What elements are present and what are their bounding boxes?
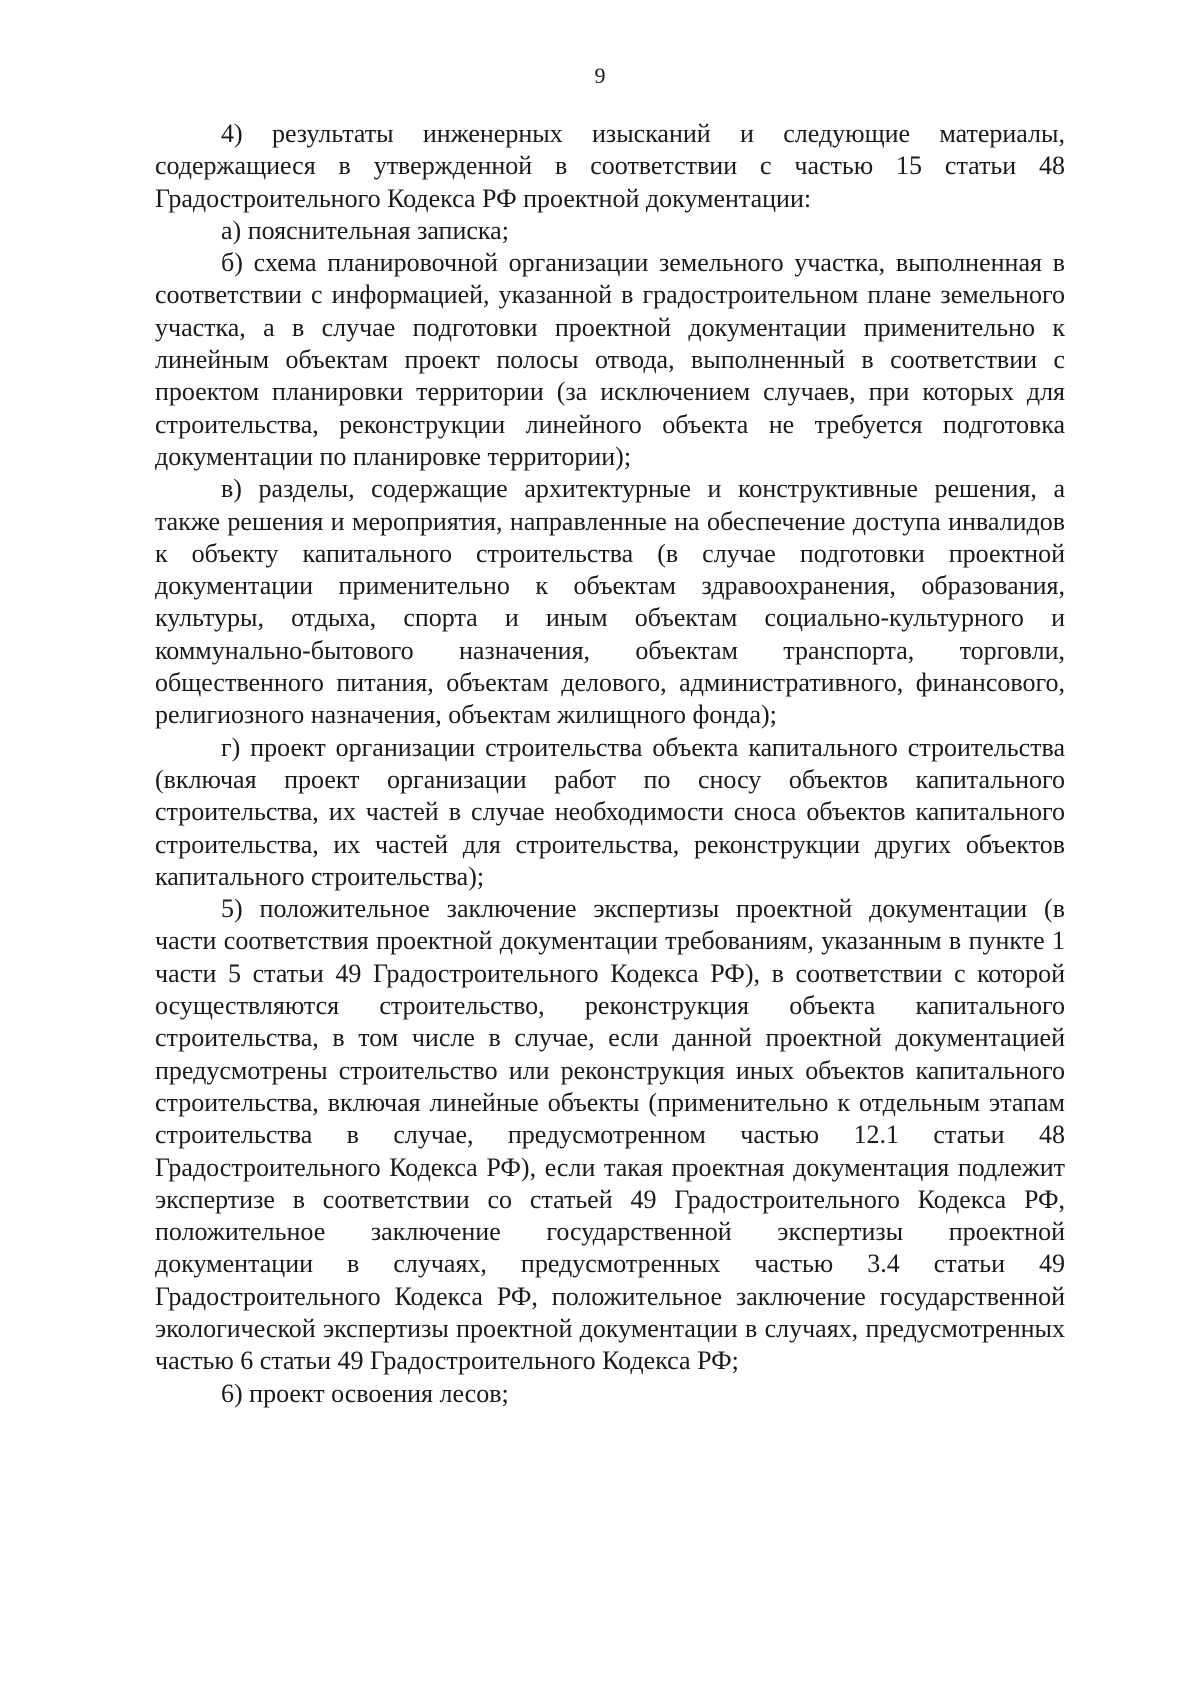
paragraph-subitem-a: а) пояснительная записка; bbox=[221, 215, 509, 245]
page-number: 9 bbox=[594, 63, 606, 88]
paragraph-subitem-g: г) проект организации строительства объекта капитального строительства (включая проект организации работ по сносу объектов капитального строительства, их частей в случае необходимости сноса объектов капитального строительства, их частей для строительства, реконструкции других объектов капитального строительства); bbox=[155, 732, 1065, 891]
document-body bbox=[155, 118, 1065, 1410]
paragraph-item-4: 4) результаты инженерных изысканий и следующие материалы, содержащиеся в утвержденной в соответствии с частью 15 статьи 48 Градостроительного Кодекса РФ проектной документации: bbox=[155, 119, 1065, 213]
paragraph-subitem-b: б) схема планировочной организации земельного участка, выполненная в соответствии с информацией, указанной в градостроительном плане земельного участка, а в случае подготовки проектной документации применительно к линейным объектам проект полосы отвода, выполненный в соответствии с проектом планировки территории (за исключением случаев, при которых для строительства, реконструкции линейного объекта не требуется подготовка документации по планировке территории); bbox=[155, 248, 1065, 471]
paragraph-subitem-v: в) разделы, содержащие архитектурные и конструктивные решения, а также решения и мероприятия, направленные на обеспечение доступа инвалидов к объекту капитального строительства (в случае подготовки проектной документации применительно к объектам здравоохранения, образования, культуры, отдыха, спорта и иным объектам социально-культурного и коммунально-бытового назначения, объектам транспорта, торговли, общественного питания, объектам делового, административного, финансового, религиозного назначения, объектам жилищного фонда); bbox=[155, 474, 1065, 730]
paragraph-item-5: 5) положительное заключение экспертизы проектной документации (в части соответствия проектной документации требованиям, указанным в пункте 1 части 5 статьи 49 Градостроительного Кодекса РФ), в соответствии с которой осуществляются строительство, реконструкция объекта капитального строительства, в том числе в случае, если данной проектной документацией предусмотрены строительство или реконструкция иных объектов капитального строительства, включая линейные объекты (применительно к отдельным этапам строительства в случае, предусмотренном частью 12.1 статьи 48 Градостроительного Кодекса РФ), если такая проектная документация подлежит экспертизе в соответствии со статьей 49 Градостроительного Кодекса РФ, положительное заключение государственной экспертизы проектной документации в случаях, предусмотренных частью 3.4 статьи 49 Градостроительного Кодекса РФ, положительное заключение государственной экологической экспертизы проектной документации в случаях, предусмотренных частью 6 статьи 49 Градостроительного Кодекса РФ; bbox=[155, 894, 1065, 1376]
paragraph-item-6: 6) проект освоения лесов; bbox=[221, 1378, 509, 1408]
